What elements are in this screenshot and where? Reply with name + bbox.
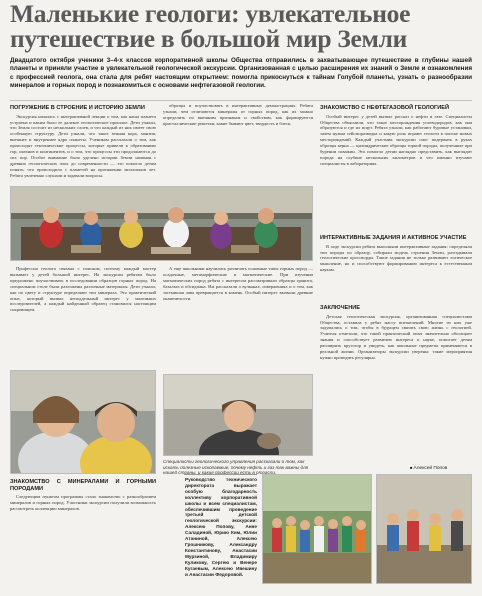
paragraph-geologist-profession: Профессия геолога связана с поиском, поэтому каждый мастер вызывает у детей большой интерес. На экскурсии ребятам было предложено поучаствовать в исследовании образцов горных пород. На специальном столе были разложены различные материалы. Дети узнали, как по цвету и структуре определяют тип минерала. Это практический опыт, который вызвал неподдельный интерес у маленьких исследователей, а каждый найденный образец становился настоящим сокровищем. bbox=[10, 266, 156, 313]
photo-group-indoors bbox=[376, 474, 472, 584]
column-3-bottom bbox=[320, 303, 472, 463]
section-text-earth: Экскурсия началась с интерактивной лекции о том, как наша планета устроена и каким было ее далекое геологическое прошлое. Дети узнали, что Земля состоит из нескольких слоев, и что каждый из них имеет свою особенную структуру. Дети узнали, что такое земная кора, мантия, внешнее и внутреннее ядра планеты. Ученикам рассказали о том, как происходят тектонические процессы, которые привели к образованию гор, океанов и континентов, и о том, что процессы эти продолжаются до сих пор. Особое внимание было уделено истории Земли начиная с древних геологических эпох до современности — это помогло детям понять, что происходило с планетой на протяжении миллионов лет. Ребята увлеченно слушали и задавали вопросы. bbox=[10, 113, 156, 178]
column-3-top bbox=[320, 103, 472, 231]
photo-children-at-table bbox=[10, 186, 313, 261]
article-title: Маленькие геологи: увлекательное путешествие в большой мир Земли bbox=[10, 0, 411, 53]
paragraph-rock-types: А еще школьники научились различать основные типы горных пород — осадочные, метаморфические и магматические. При изучении магматических пород ребята с интересом рассматривали образцы гранита, базальта и обсидиана. Им рассказали о вулканах, извержениях и о том, как застывшая лава превращается в камень. Особый интерес вызвали древние окаменелости. bbox=[163, 266, 313, 301]
acknowledgements-box: Руководство технического директората выражает особую благодарность коллективу корпоративной школы и всем специалистам, обеспечившим проведение третьей детской геологической экскурсии: Алексею Попову, Анне Саладиной, Юрию Ким, Юлии Атаниной, Алексею Грошникову, Александру Константинову, Анастасии Мурзиной, Владимиру Куликову, Сергею и Венере Кугаевым, Алексею Ивешину и Анастасии Федоровой. bbox=[185, 474, 257, 586]
column-1-middle bbox=[10, 266, 156, 366]
section-text-interactive: В ходе экскурсии ребята выполняли интерактивные задания: определяли тип породы по образцу, собирали модель строения Земли, разгадывали геологические кроссворды. Такие задания не только развивают логическое мышление, но и способствуют формированию интереса к естественным наукам. bbox=[320, 243, 472, 273]
column-2-top bbox=[163, 103, 313, 181]
section-heading-earth: ПОГРУЖЕНИЕ В СТРОЕНИЕ И ИСТОРИЮ ЗЕМЛИ bbox=[10, 105, 145, 111]
column-2-middle bbox=[163, 266, 313, 371]
photo-two-girls bbox=[10, 370, 156, 474]
column-1-bottom bbox=[10, 477, 156, 592]
photo-group-outdoors bbox=[262, 474, 372, 584]
section-text-conclusion: Детская геологическая экскурсия, организованная специалистами Общества, оставила у ребят массу впечатлений. Многие из них уже задумались о том, чтобы в будущем связать свою жизнь с геологией. Учителя отметили, что такой практический опыт значительно обогащает знания и способствует развитию интереса к науке, помогает детям расширить кругозор и увидеть, как школьные предметы применяются в реальной жизни. Организаторы экскурсии уверены: такие мероприятия нужно проводить регулярно. bbox=[320, 313, 472, 360]
article-author: ■ Алексей Попов bbox=[410, 465, 447, 471]
lead-divider bbox=[10, 100, 472, 101]
column-3-middle bbox=[320, 233, 472, 303]
section-heading-interactive: ИНТЕРАКТИВНЫЕ ЗАДАНИЯ И АКТИВНОЕ УЧАСТИЕ bbox=[320, 235, 467, 241]
section-text-oil-gas: Особый интерес у детей вызвал рассказ о нефти и газе. Специалисты Общества объяснили, что такое месторождения углеводородов, как они образуются и где их ищут. Ребята узнали, как работают буровые установки, зачем нужна сейсморазведка и какую роль играют геологи в поиске новых месторождений. Каждый участник экскурсии смог подержать в руках образцы керна — цилиндрические образцы горной породы, полученные при бурении скважин. Это помогло детям наглядно представить, как выглядит порода на глубине нескольких километров и что именно изучают специалисты в лабораториях. bbox=[320, 113, 472, 166]
photo-caption-girl: Специалисты геологического управления рассказали о том, как искать полезные ископаемые, почему нефть и газ так важны для нашей страны, и какие профессии есть в отрасли. bbox=[163, 459, 309, 476]
article-lead: Двадцатого октября ученики 3–4-х классов корпоративной школы Общества отправились в захватывающее путешествие в глубины нашей планеты и приняли участие в увлекательной геологической экскурсии. Организованная с целью расширения их знаний о Земле и ознакомления с профессией геолога, она стала для ребят настоящим открытием: помогла прикоснуться к тайнам Голубой планеты, узнать о разнообразии минералов и горных пород и познакомиться с основами нефтегазовой геологии. bbox=[10, 57, 472, 90]
photo-girl-with-rock bbox=[163, 374, 313, 456]
column-1-top bbox=[10, 103, 156, 183]
section-heading-minerals: ЗНАКОМСТВО С МИНЕРАЛАМИ И ГОРНЫМИ ПОРОДАМИ bbox=[10, 479, 156, 492]
section-heading-conclusion: ЗАКЛЮЧЕНИЕ bbox=[320, 305, 361, 311]
section-text-minerals: Следующим пунктом программы стало знакомство с разнообразием минералов и горных пород. Участники экскурсии получили возможность рассмотреть коллекцию минералов. bbox=[10, 494, 156, 511]
section-heading-oil-gas: ЗНАКОМСТВО С НЕФТЕГАЗОВОЙ ГЕОЛОГИЕЙ bbox=[320, 105, 450, 111]
paragraph-minerals-intro: образцы и поучаствовать в интерактивных демонстрациях. Ребята узнали, чем отличаются минералы от горных пород, как их можно определить по внешним признакам и свойствам, как формируются кристаллические решетки, какие бывают цвет, твердость и блеск. bbox=[163, 103, 313, 126]
